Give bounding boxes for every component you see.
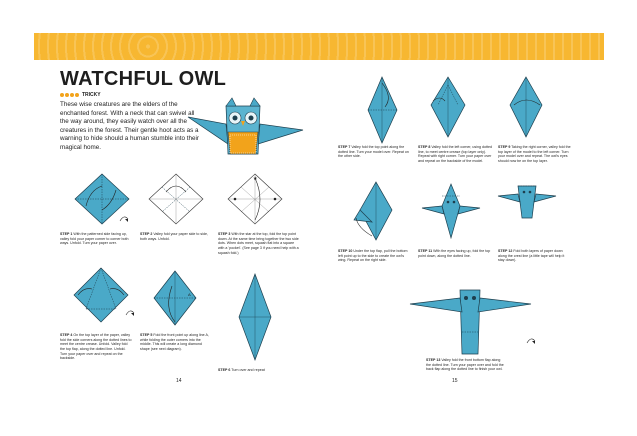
step-12-diagram bbox=[496, 182, 558, 222]
step-11-diagram bbox=[420, 182, 482, 240]
difficulty-label: TRICKY bbox=[82, 92, 101, 98]
step-10-diagram bbox=[352, 180, 400, 242]
step-instructions: With the patterned side facing up, valley fold your paper corner to corner both ways. Unfold. Turn your paper over. bbox=[60, 232, 129, 246]
page-title: WATCHFUL OWL bbox=[60, 68, 227, 90]
step-instructions: On the top layer of the paper, valley fold the side corners along the dotted lines to meet the centre crease. Unfold. Valley fold the top flap, along the dotted line. Unfold. Turn your paper over and repeat on the backside. bbox=[60, 333, 132, 361]
step-6-text bbox=[218, 368, 308, 373]
step-8-text bbox=[418, 145, 494, 164]
page-number-right: 15 bbox=[452, 378, 458, 384]
step-label: STEP 11 bbox=[418, 249, 433, 253]
step-instructions: Valley fold the left corner, using dotted line, to meet centre crease (top layer only). Repeat with right corner. Turn your paper over and repeat on the backside of the model. bbox=[418, 145, 492, 164]
step-label: STEP 6 bbox=[218, 368, 231, 372]
step-7-diagram bbox=[365, 75, 400, 145]
turn-over-icon bbox=[124, 308, 136, 318]
intro-text: These wise creatures are the elders of the enchanted forest. With a neck that can swivel all the way around, they easily watch over all the creatures in the forest. Their gentle hoot acts as a warning to hide should a human stumble into their magical home. bbox=[60, 101, 199, 151]
step-2-diagram bbox=[146, 172, 206, 227]
step-instructions: With the eyes facing up, fold the top point down, along the dotted line. bbox=[418, 249, 491, 258]
step-5-diagram bbox=[150, 268, 200, 328]
turn-over-icon bbox=[525, 336, 537, 346]
step-label: STEP 13 bbox=[426, 358, 441, 362]
step-instructions: Fold the front point up along line A, while folding the outer corners into the middle. This will create a long diamond shape (see next diagram). bbox=[140, 333, 209, 352]
step-13-diagram bbox=[408, 288, 533, 356]
step-label: STEP 5 bbox=[140, 333, 153, 337]
step-2-text bbox=[140, 232, 212, 241]
step-label: STEP 4 bbox=[60, 333, 73, 337]
step-instructions: Valley fold the front bottom flap along the dotted line. Turn your paper over and fold the back flap along the dotted line to finish your owl. bbox=[426, 358, 504, 372]
svg-text:★: ★ bbox=[253, 176, 258, 182]
step-label: STEP 3 bbox=[218, 232, 231, 236]
header-banner bbox=[34, 33, 604, 60]
page-number-left: 14 bbox=[176, 378, 182, 384]
step-4-diagram bbox=[70, 265, 132, 325]
step-instructions: Under the top flap, pull the bottom left point up to the side to create the owl's wing. Repeat on the right side. bbox=[338, 249, 408, 263]
step-label: STEP 8 bbox=[418, 145, 431, 149]
difficulty-rating bbox=[60, 92, 101, 98]
step-3-diagram bbox=[225, 172, 285, 227]
turn-over-icon bbox=[118, 214, 130, 224]
step-6-diagram bbox=[235, 272, 275, 362]
step-label: STEP 12 bbox=[498, 249, 513, 253]
step-5-text bbox=[140, 333, 212, 352]
step-instructions: Turn over and repeat bbox=[231, 368, 265, 372]
step-13-text bbox=[426, 358, 506, 372]
step-7-text bbox=[338, 145, 412, 159]
step-4-text bbox=[60, 333, 132, 361]
step-12-text bbox=[498, 249, 570, 263]
step-label: STEP 7 bbox=[338, 145, 351, 149]
step-9-diagram bbox=[506, 75, 546, 140]
difficulty-dots-icon bbox=[60, 93, 79, 97]
step-label: STEP 9 bbox=[498, 145, 511, 149]
step-label: STEP 1 bbox=[60, 232, 73, 236]
step-1-text bbox=[60, 232, 132, 246]
step-instructions: Valley fold the top point along the dotted line. Turn your model over. Repeat on the other side. bbox=[338, 145, 409, 159]
step-label: STEP 2 bbox=[140, 232, 153, 236]
step-instructions: Taking the right corner, valley fold the top layer of the model to the left corner. Turn your model over and repeat. The owl's eyes should now be on the top layer. bbox=[498, 145, 571, 164]
finished-owl-illustration bbox=[188, 92, 303, 172]
step-10-text bbox=[338, 249, 412, 263]
step-8-diagram bbox=[428, 75, 468, 140]
step-instructions: Fold both layers of paper down along the crest line (a little tape will help it stay down). bbox=[498, 249, 565, 263]
step-label: STEP 10 bbox=[338, 249, 353, 253]
step-instructions: With the star at the top, fold the top point down. At the same time bring together the two side dots. When dots meet, squash flat into a square with a 'pocket'. (See page 3 if you need help with a squash fold.) bbox=[218, 232, 299, 255]
step-11-text bbox=[418, 249, 492, 258]
step-3-text bbox=[218, 232, 300, 255]
svg-text:A: A bbox=[188, 292, 191, 297]
step-instructions: Valley fold your paper side to side, both ways. Unfold. bbox=[140, 232, 208, 241]
step-9-text bbox=[498, 145, 574, 164]
